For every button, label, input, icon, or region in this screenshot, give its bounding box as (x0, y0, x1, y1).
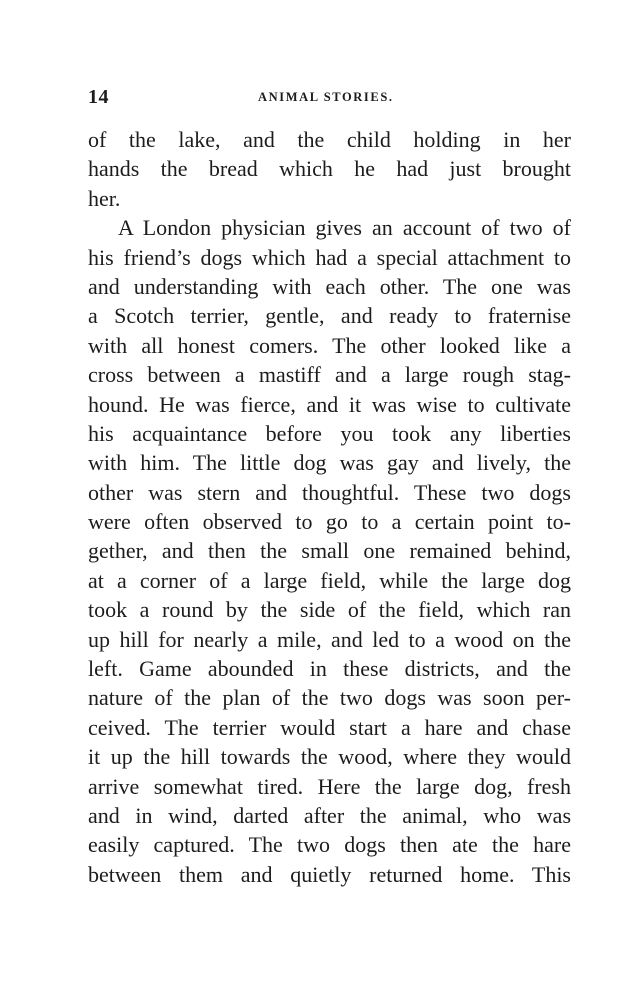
text-line: with all honest comers. The other looked like a (88, 332, 571, 358)
text-line: other was stern and thoughtful. These two dogs (88, 479, 571, 505)
text-line: up hill for nearly a mile, and led to a wood on the (88, 626, 571, 652)
text-line: his acquaintance before you took any liberties (88, 420, 571, 446)
page-header (88, 86, 571, 110)
text-line: were often observed to go to a certain point to- (88, 509, 571, 535)
text-line: and in wind, darted after the animal, who was (88, 802, 571, 828)
running-head: ANIMAL STORIES. (258, 90, 394, 104)
text-line: left. Game abounded in these districts, and the (88, 656, 571, 682)
text-line: of the lake, and the child holding in her (88, 127, 571, 152)
text-line: his friend’s dogs which had a special attachment to (88, 244, 571, 270)
text-line: easily captured. The two dogs then ate the hare (88, 832, 571, 858)
text-line: hands the bread which he had just brought (88, 156, 571, 182)
text-line: with him. The little dog was gay and lively, the (88, 450, 571, 476)
text-line: at a corner of a large field, while the large dog (88, 567, 571, 593)
text-line: it up the hill towards the wood, where they would (88, 744, 571, 770)
text-line: took a round by the side of the field, which ran (88, 597, 571, 623)
body-text (88, 125, 571, 889)
text-line: hound. He was fierce, and it was wise to cultivate (88, 391, 571, 417)
text-line: her. (88, 185, 121, 211)
text-line: cross between a mastiff and a large rough stag- (88, 362, 571, 388)
page-number: 14 (88, 86, 109, 108)
text-line: and understanding with each other. The one was (88, 273, 571, 299)
text-line: A London physician gives an account of two of (118, 215, 571, 241)
text-line: nature of the plan of the two dogs was soon per- (88, 685, 571, 711)
text-line: between them and quietly returned home. This (88, 861, 571, 887)
text-line: ceived. The terrier would start a hare and chase (88, 714, 571, 740)
text-line: arrive somewhat tired. Here the large dog, fresh (88, 773, 571, 799)
text-line: a Scotch terrier, gentle, and ready to fraternise (88, 303, 571, 329)
text-line: gether, and then the small one remained behind, (88, 538, 571, 564)
